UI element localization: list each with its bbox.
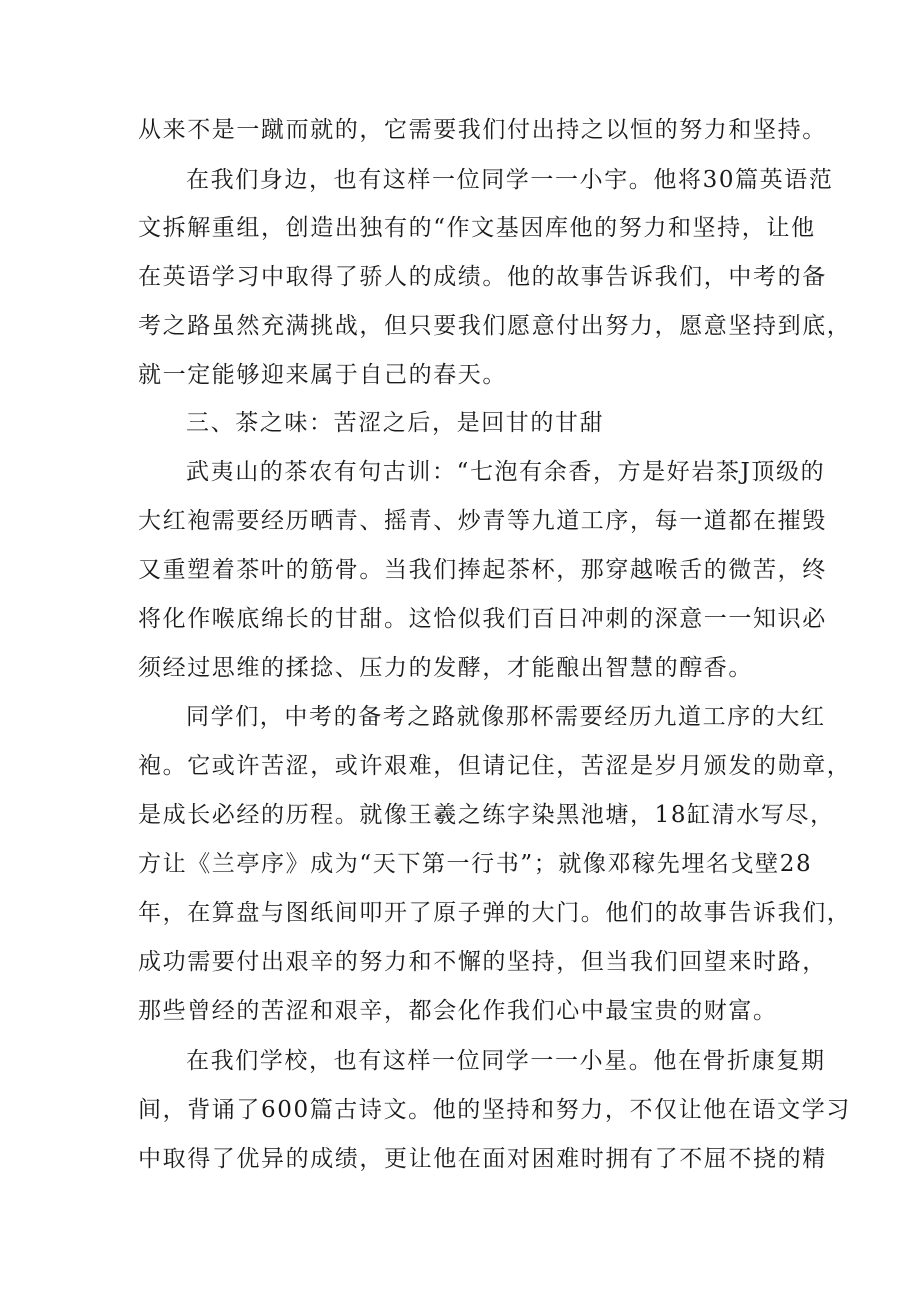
text-line: 袍。它或许苦涩，或许艰难，但请记住，苦涩是岁月颁发的勋章， <box>138 753 852 779</box>
text-line: 须经过思维的揉捻、压力的发酵，才能酿出智慧的醇香。 <box>138 655 753 681</box>
text-line: 文拆解重组，创造出独有的“作文基因库他的努力和坚持，让他 <box>138 215 816 241</box>
text-line: 间，背诵了600篇古诗文。他的坚持和努力，不仅让他在语文学习 <box>138 1097 851 1123</box>
text-line: 中取得了优异的成绩，更让他在面对困难时拥有了不屈不挠的精 <box>138 1146 827 1172</box>
paragraph-first-line: 同学们，中考的备考之路就像那杯需要经历九道工序的大红 <box>186 704 826 730</box>
text-line: 将化作喉底绵长的甘甜。这恰似我们百日冲刺的深意一一知识必 <box>138 606 827 632</box>
text-line: 方让《兰亭序》成为“天下第一行书”；就像邓稼先埋名戈壁28 <box>138 851 813 877</box>
text-line: 在英语学习中取得了骄人的成绩。他的故事告诉我们，中考的备 <box>138 264 827 290</box>
text-line: 大红袍需要经历晒青、摇青、炒青等九道工序，每一道都在摧毁 <box>138 508 827 534</box>
paragraph-first-line: 在我们身边，也有这样一位同学一一小宇。他将30篇英语范 <box>186 167 834 193</box>
paragraph-first-line: 在我们学校，也有这样一位同学一一小星。他在骨折康复期 <box>186 1048 826 1074</box>
section-heading: 三、茶之味：苦涩之后，是回甘的甘甜 <box>186 410 605 436</box>
text-line: 那些曾经的苦涩和艰辛，都会化作我们心中最宝贵的财富。 <box>138 998 778 1024</box>
text-line: 是成长必经的历程。就像王羲之练字染黑池塘，18缸清水写尽， <box>138 802 835 828</box>
paragraph-first-line: 武夷山的茶农有句古训：“七泡有余香，方是好岩茶J顶级的 <box>186 459 826 485</box>
text-line: 考之路虽然充满挑战，但只要我们愿意付出努力，愿意坚持到底， <box>138 313 852 339</box>
text-line: 就一定能够迎来属于自己的春天。 <box>138 362 507 388</box>
text-line: 又重塑着茶叶的筋骨。当我们捧起茶杯，那穿越喉舌的微苦，终 <box>138 557 827 583</box>
text-line: 成功需要付出艰辛的努力和不懈的坚持，但当我们回望来时路， <box>138 949 827 975</box>
text-line: 从来不是一蹴而就的，它需要我们付出持之以恒的努力和坚持。 <box>138 117 827 143</box>
text-line: 年，在算盘与图纸间叩开了原子弹的大门。他们的故事告诉我们， <box>138 900 852 926</box>
